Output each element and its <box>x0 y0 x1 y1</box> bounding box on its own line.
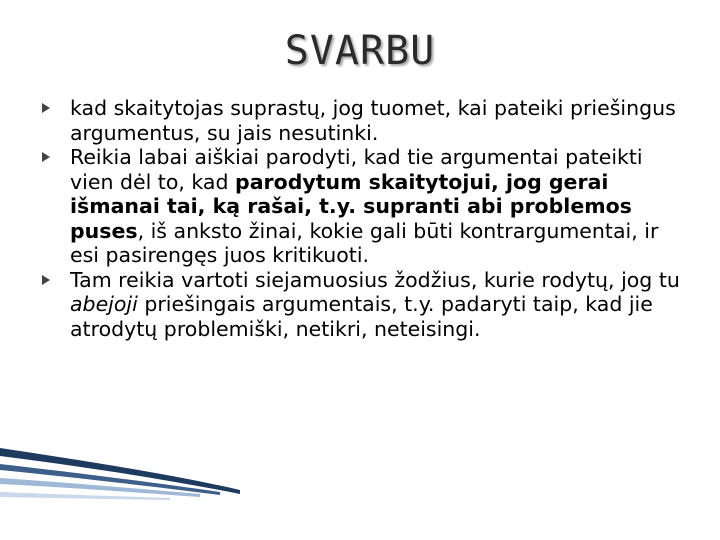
bullet-italic-text: abejoji <box>70 292 138 316</box>
bullet-text: Tam reikia vartoti siejamuosius žodžius, kurie rodytų, jog tu <box>70 267 680 292</box>
bullet-item <box>48 96 688 145</box>
bullet-text: priešingais argumentais, t.y. padaryti taip, kad jie atrodytų problemiški, netikri, neteisingi. <box>70 292 653 341</box>
bullet-item <box>48 145 688 268</box>
bullet-list <box>48 96 688 341</box>
slide-title: SVARBU <box>284 28 436 74</box>
bullet-bold-text: parodytum skaitytojui, jog gerai išmanai tai, ką rašai, t.y. supranti abi problemos puses <box>70 169 632 243</box>
arrow-bullet-icon <box>42 103 50 113</box>
swoosh-band-faint <box>0 492 170 500</box>
bullet-text: , iš anksto žinai, kokie gali būti kontrargumentai, ir esi pasirengęs juos kritikuoti. <box>70 218 659 267</box>
decorative-swoosh <box>0 430 310 540</box>
bullet-text: kad skaitytojas suprastų, jog tuomet, kai pateiki priešingus argumentus, su jais nesutinki. <box>70 96 676 145</box>
arrow-bullet-icon <box>42 152 50 162</box>
bullet-item <box>48 268 688 342</box>
bullet-text: Reikia labai aiškiai parodyti, kad tie argumentai pateikti vien dėl to, kad <box>70 145 643 194</box>
arrow-bullet-icon <box>42 275 50 285</box>
